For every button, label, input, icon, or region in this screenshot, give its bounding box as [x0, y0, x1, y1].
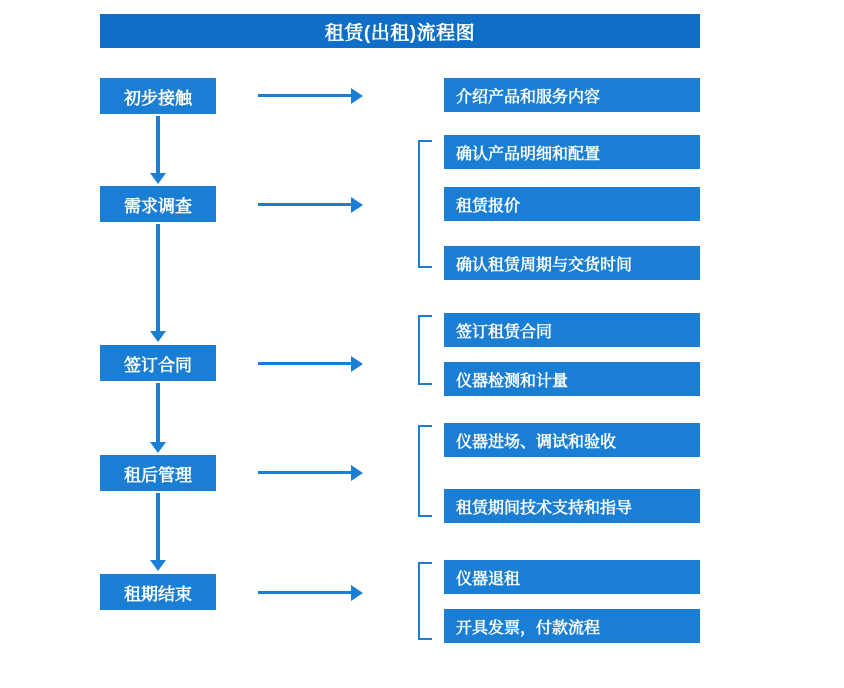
detail-box-5[interactable]: 签订租赁合同 — [444, 313, 700, 347]
vertical-arrow-2-3 — [156, 224, 160, 332]
vertical-arrow-4-5 — [156, 493, 160, 561]
detail-box-2[interactable]: 确认产品明细和配置 — [444, 135, 700, 169]
diagram-title: 租赁(出租)流程图 — [100, 14, 700, 48]
detail-box-8[interactable]: 租赁期间技术支持和指导 — [444, 489, 700, 523]
bracket-group-4 — [418, 425, 432, 517]
stage-box-1[interactable]: 初步接触 — [100, 78, 216, 114]
stage-box-4[interactable]: 租后管理 — [100, 455, 216, 491]
horizontal-arrow-2 — [258, 203, 352, 206]
horizontal-arrow-3 — [258, 362, 352, 365]
vertical-arrow-1-2 — [156, 116, 160, 174]
stage-box-3[interactable]: 签订合同 — [100, 345, 216, 381]
vertical-arrow-3-4 — [156, 383, 160, 443]
bracket-group-5 — [418, 562, 432, 640]
bracket-group-3 — [418, 315, 432, 385]
detail-box-1[interactable]: 介绍产品和服务内容 — [444, 78, 700, 112]
detail-box-6[interactable]: 仪器检测和计量 — [444, 362, 700, 396]
horizontal-arrow-5 — [258, 591, 352, 594]
stage-box-2[interactable]: 需求调查 — [100, 186, 216, 222]
stage-box-5[interactable]: 租期结束 — [100, 574, 216, 610]
bracket-group-2 — [418, 140, 432, 268]
detail-box-10[interactable]: 开具发票，付款流程 — [444, 609, 700, 643]
horizontal-arrow-4 — [258, 471, 352, 474]
detail-box-9[interactable]: 仪器退租 — [444, 560, 700, 594]
detail-box-4[interactable]: 确认租赁周期与交货时间 — [444, 246, 700, 280]
detail-box-3[interactable]: 租赁报价 — [444, 187, 700, 221]
horizontal-arrow-1 — [258, 94, 352, 97]
detail-box-7[interactable]: 仪器进场、调试和验收 — [444, 423, 700, 457]
